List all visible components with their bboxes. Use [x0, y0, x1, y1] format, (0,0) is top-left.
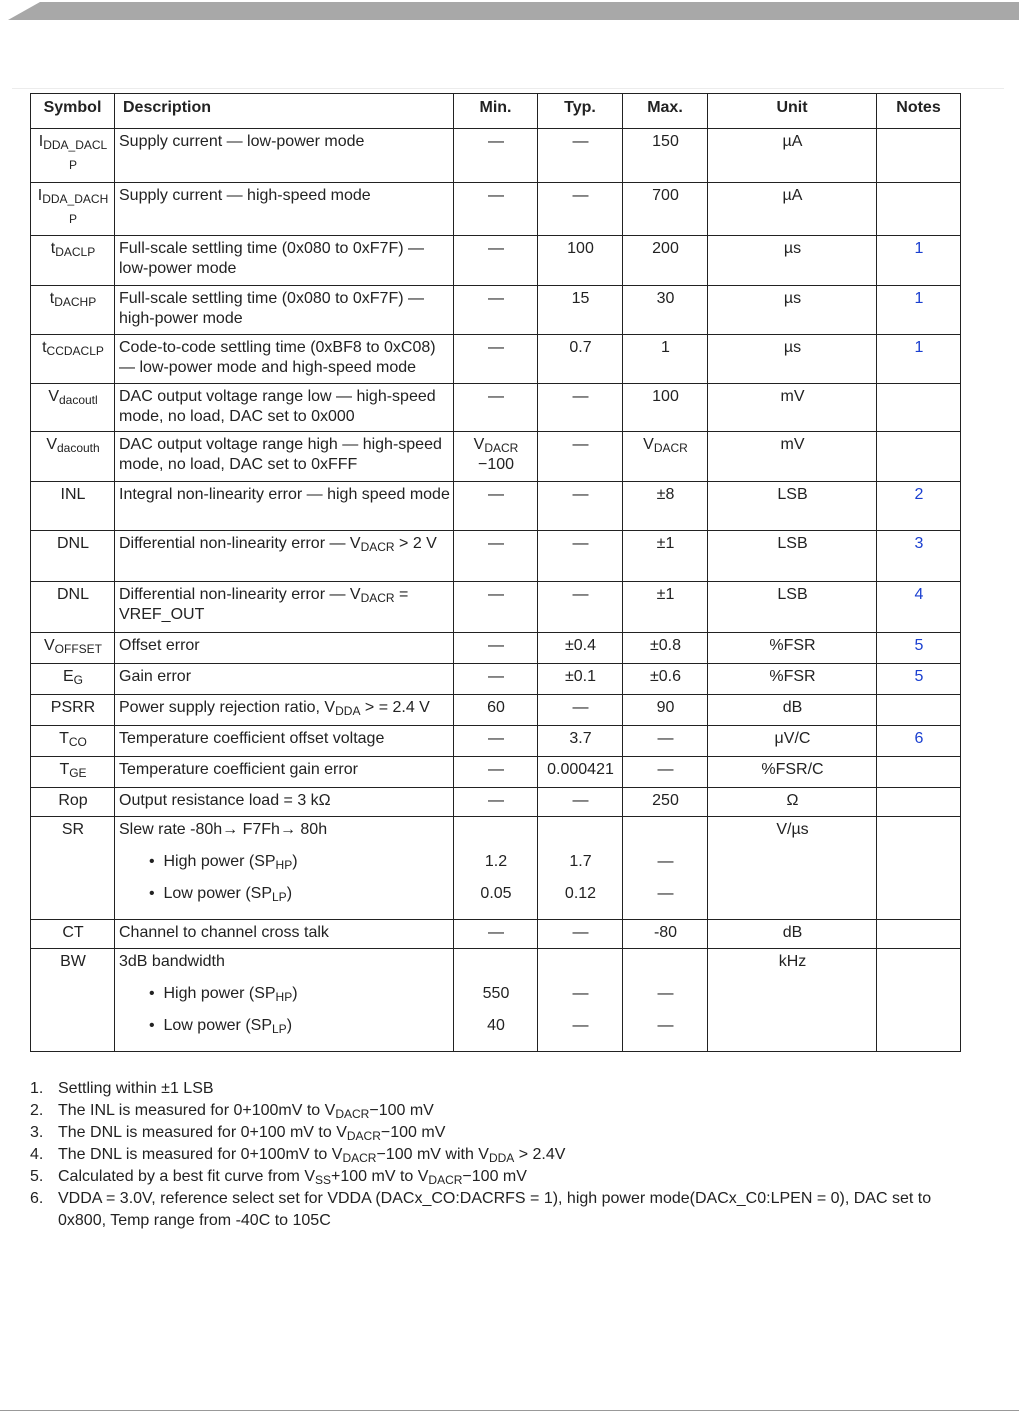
unit-cell: mV — [708, 384, 877, 432]
description-cell: Temperature coefficient offset voltage — [115, 726, 454, 757]
table-row — [31, 920, 961, 949]
typ-cell: — — [538, 920, 623, 949]
note-cell: 5 — [877, 664, 961, 695]
unit-cell: LSB — [708, 482, 877, 531]
unit-cell: Ω — [708, 788, 877, 817]
header-rule — [12, 88, 1004, 89]
typ-cell: 0.7 — [538, 335, 623, 384]
table-row — [31, 582, 961, 633]
table-row — [31, 664, 961, 695]
typ-cell: — — [538, 695, 623, 726]
max-cell: ±0.6 — [623, 664, 708, 695]
min-cell: — — [454, 286, 538, 335]
list-item: • Low power $(SP_{LP})$ — [149, 885, 293, 904]
table-row — [31, 335, 961, 384]
unit-cell: dB — [708, 920, 877, 949]
max-cell: 250 — [623, 788, 708, 817]
description-cell: Gain error — [115, 664, 454, 695]
description-cell: Output resistance load = 3 kΩ — [115, 788, 454, 817]
typ-cell: — — [538, 788, 623, 817]
list-item: • Low power $(SP_{LP})$ — [149, 1017, 293, 1036]
col-header-min: Min. — [454, 94, 538, 129]
symbol-cell: INL — [31, 482, 115, 531]
symbol-cell: Rop — [31, 788, 115, 817]
description-cell: DAC output voltage range low — high-speed mode, no load, DAC set to 0x000 — [115, 384, 454, 432]
max-cell: -80 — [623, 920, 708, 949]
symbol-cell: $V_{dacoutl}$ — [31, 384, 115, 432]
table-row — [31, 236, 961, 286]
unit-cell: %FSR/C — [708, 757, 877, 788]
unit-cell: %FSR — [708, 633, 877, 664]
min-cell: — — [454, 236, 538, 286]
header-bar — [0, 0, 1019, 22]
note-cell — [877, 949, 961, 1052]
min-cell: — — [454, 633, 538, 664]
min-cell: — — [454, 183, 538, 236]
unit-cell: dB — [708, 695, 877, 726]
unit-cell: µs — [708, 236, 877, 286]
footnote: 2. The INL is measured for 0+100mV to $V_{DACR}-100$ mV — [30, 1102, 434, 1121]
note-cell: 1 — [877, 335, 961, 384]
max-cell: ±8 — [623, 482, 708, 531]
footnote: 3. The DNL is measured for 0+100 mV to $V_{DACR}-100$ mV — [30, 1124, 446, 1143]
description-cell: DAC output voltage range high — high-speed mode, no load, DAC set to 0xFFF — [115, 432, 454, 482]
table-header-row — [31, 94, 961, 129]
min-cell: — — [454, 664, 538, 695]
typ-cell: — — — [538, 949, 623, 1052]
symbol-cell: CT — [31, 920, 115, 949]
min-cell: — — [454, 482, 538, 531]
symbol-cell: $t_{DACLP}$ — [31, 236, 115, 286]
unit-cell: µA — [708, 129, 877, 183]
table-row — [31, 726, 961, 757]
table-row — [31, 183, 961, 236]
table-row — [31, 129, 961, 183]
max-cell: — — — [623, 817, 708, 920]
max-cell: 1 — [623, 335, 708, 384]
description-cell: Full-scale settling time (0x080 to 0xF7F) — high-power mode — [115, 286, 454, 335]
unit-cell: LSB — [708, 531, 877, 582]
symbol-cell: $V_{dacouth}$ — [31, 432, 115, 482]
symbol-cell: $T_{CO}$ — [31, 726, 115, 757]
note-cell — [877, 817, 961, 920]
max-cell: 30 — [623, 286, 708, 335]
note-cell: 1 — [877, 236, 961, 286]
unit-cell: V/µs — [708, 817, 877, 920]
description-cell: Offset error — [115, 633, 454, 664]
max-cell: 90 — [623, 695, 708, 726]
symbol-cell: DNL — [31, 531, 115, 582]
note-cell — [877, 129, 961, 183]
description-cell: Channel to channel cross talk — [115, 920, 454, 949]
note-cell — [877, 695, 961, 726]
max-cell: ±1 — [623, 582, 708, 633]
description-cell: 3dB bandwidth • High power $(SP_{HP})$ • Low power $(SP_{LP})$ — [115, 949, 454, 1052]
description-cell: Integral non-linearity error — high speed mode — [115, 482, 454, 531]
col-header-typ: Typ. — [538, 94, 623, 129]
col-header-max: Max. — [623, 94, 708, 129]
max-cell: — — [623, 757, 708, 788]
table-row — [31, 817, 961, 920]
unit-cell: LSB — [708, 582, 877, 633]
col-header-symbol: Symbol — [31, 94, 115, 129]
symbol-cell: $I_{DDA\_DACH}$ $_P$ — [31, 183, 115, 236]
typ-cell: 3.7 — [538, 726, 623, 757]
unit-cell: µs — [708, 286, 877, 335]
symbol-cell: $V_{OFFSET}$ — [31, 633, 115, 664]
footnotes — [30, 1078, 960, 1232]
table-row — [31, 695, 961, 726]
typ-cell: — — [538, 482, 623, 531]
min-cell: 550 40 — [454, 949, 538, 1052]
note-cell: 6 — [877, 726, 961, 757]
symbol-cell: $T_{GE}$ — [31, 757, 115, 788]
min-cell: — — [454, 757, 538, 788]
symbol-cell: SR — [31, 817, 115, 920]
unit-cell: μV/C — [708, 726, 877, 757]
min-cell: — — [454, 726, 538, 757]
description-cell: Differential non-linearity error — $V_{DACR}$ = VREF_OUT — [115, 582, 454, 633]
symbol-cell: $E_G$ — [31, 664, 115, 695]
typ-cell: — — [538, 183, 623, 236]
min-cell: — — [454, 920, 538, 949]
description-cell: Differential non-linearity error — $V_{DACR} > 2$ V — [115, 531, 454, 582]
symbol-cell: $t_{CCDACLP}$ — [31, 335, 115, 384]
note-cell — [877, 432, 961, 482]
col-header-notes: Notes — [877, 94, 961, 129]
min-cell: — — [454, 335, 538, 384]
min-cell: 60 — [454, 695, 538, 726]
table-row — [31, 384, 961, 432]
typ-cell: 15 — [538, 286, 623, 335]
min-cell: — — [454, 788, 538, 817]
spec-table — [30, 93, 961, 1052]
note-cell — [877, 920, 961, 949]
typ-cell: ±0.1 — [538, 664, 623, 695]
note-cell — [877, 788, 961, 817]
max-cell: 200 — [623, 236, 708, 286]
max-cell: — — [623, 726, 708, 757]
max-cell: 150 — [623, 129, 708, 183]
min-cell: — — [454, 531, 538, 582]
typ-cell: — — [538, 432, 623, 482]
note-cell: 1 — [877, 286, 961, 335]
footnote: 5. Calculated by a best fit curve from $V_{SS}+100$ mV to $V_{DACR}-100$ mV — [30, 1168, 527, 1187]
table-row — [31, 949, 961, 1052]
note-cell — [877, 384, 961, 432]
col-header-unit: Unit — [708, 94, 877, 129]
max-cell: 100 — [623, 384, 708, 432]
typ-cell: — — [538, 582, 623, 633]
table-row — [31, 757, 961, 788]
footnote: 6. VDDA = 3.0V, reference select set for VDDA (DACx_CO:DACRFS = 1), high power mode(DACx_C0:LPEN = 0), DAC set to 0x800, Temp range from -40C to 105C — [30, 1190, 932, 1229]
unit-cell: kHz — [708, 949, 877, 1052]
table-row — [31, 788, 961, 817]
note-cell: 2 — [877, 482, 961, 531]
table-row — [31, 482, 961, 531]
description-cell: Temperature coefficient gain error — [115, 757, 454, 788]
typ-cell: — — [538, 531, 623, 582]
description-cell: Code-to-code settling time (0xBF8 to 0xC08) — low-power mode and high-speed mode — [115, 335, 454, 384]
bottom-rule — [0, 1410, 1019, 1411]
list-item: • High power $(SP_{HP})$ — [149, 853, 298, 872]
typ-cell: 0.000421 — [538, 757, 623, 788]
table-row — [31, 286, 961, 335]
table-row — [31, 633, 961, 664]
min-cell: 1.2 0.05 — [454, 817, 538, 920]
symbol-cell: $I_{DDA\_DACL}$ $_P$ — [31, 129, 115, 183]
symbol-cell: $t_{DACHP}$ — [31, 286, 115, 335]
min-cell: — — [454, 384, 538, 432]
note-cell: 4 — [877, 582, 961, 633]
unit-cell: %FSR — [708, 664, 877, 695]
typ-cell: — — [538, 384, 623, 432]
footnote: 4. The DNL is measured for 0+100mV to $V_{DACR}-100$ mV with $V_{DDA} > 2.4V$ — [30, 1146, 566, 1165]
symbol-cell: PSRR — [31, 695, 115, 726]
symbol-cell: DNL — [31, 582, 115, 633]
description-cell: Supply current — low-power mode — [115, 129, 454, 183]
unit-cell: µA — [708, 183, 877, 236]
min-cell: — — [454, 129, 538, 183]
col-header-description: Description — [115, 94, 454, 129]
note-cell — [877, 757, 961, 788]
max-cell: ±1 — [623, 531, 708, 582]
table-row — [31, 531, 961, 582]
max-cell: $V_{DACR}$ — [623, 432, 708, 482]
unit-cell: µs — [708, 335, 877, 384]
typ-cell: 1.7 0.12 — [538, 817, 623, 920]
typ-cell: 100 — [538, 236, 623, 286]
table-row — [31, 432, 961, 482]
max-cell: 700 — [623, 183, 708, 236]
typ-cell: — — [538, 129, 623, 183]
max-cell: ±0.8 — [623, 633, 708, 664]
note-cell: 3 — [877, 531, 961, 582]
description-cell: Full-scale settling time (0x080 to 0xF7F) — low-power mode — [115, 236, 454, 286]
note-cell — [877, 183, 961, 236]
note-cell: 5 — [877, 633, 961, 664]
unit-cell: mV — [708, 432, 877, 482]
typ-cell: ±0.4 — [538, 633, 623, 664]
footnote: 1. Settling within ±1 LSB — [30, 1080, 214, 1097]
symbol-cell: BW — [31, 949, 115, 1052]
description-cell: Supply current — high-speed mode — [115, 183, 454, 236]
max-cell: — — — [623, 949, 708, 1052]
description-cell: Power supply rejection ratio, $V_{DDA}$ > = 2.4 V — [115, 695, 454, 726]
description-cell: Slew rate -80h→ F7Fh→ 80h • High power $(SP_{HP})$ • Low power $(SP_{LP})$ — [115, 817, 454, 920]
list-item: • High power $(SP_{HP})$ — [149, 985, 298, 1004]
min-cell: — — [454, 582, 538, 633]
min-cell: $V_{DACR}$ −100 — [454, 432, 538, 482]
